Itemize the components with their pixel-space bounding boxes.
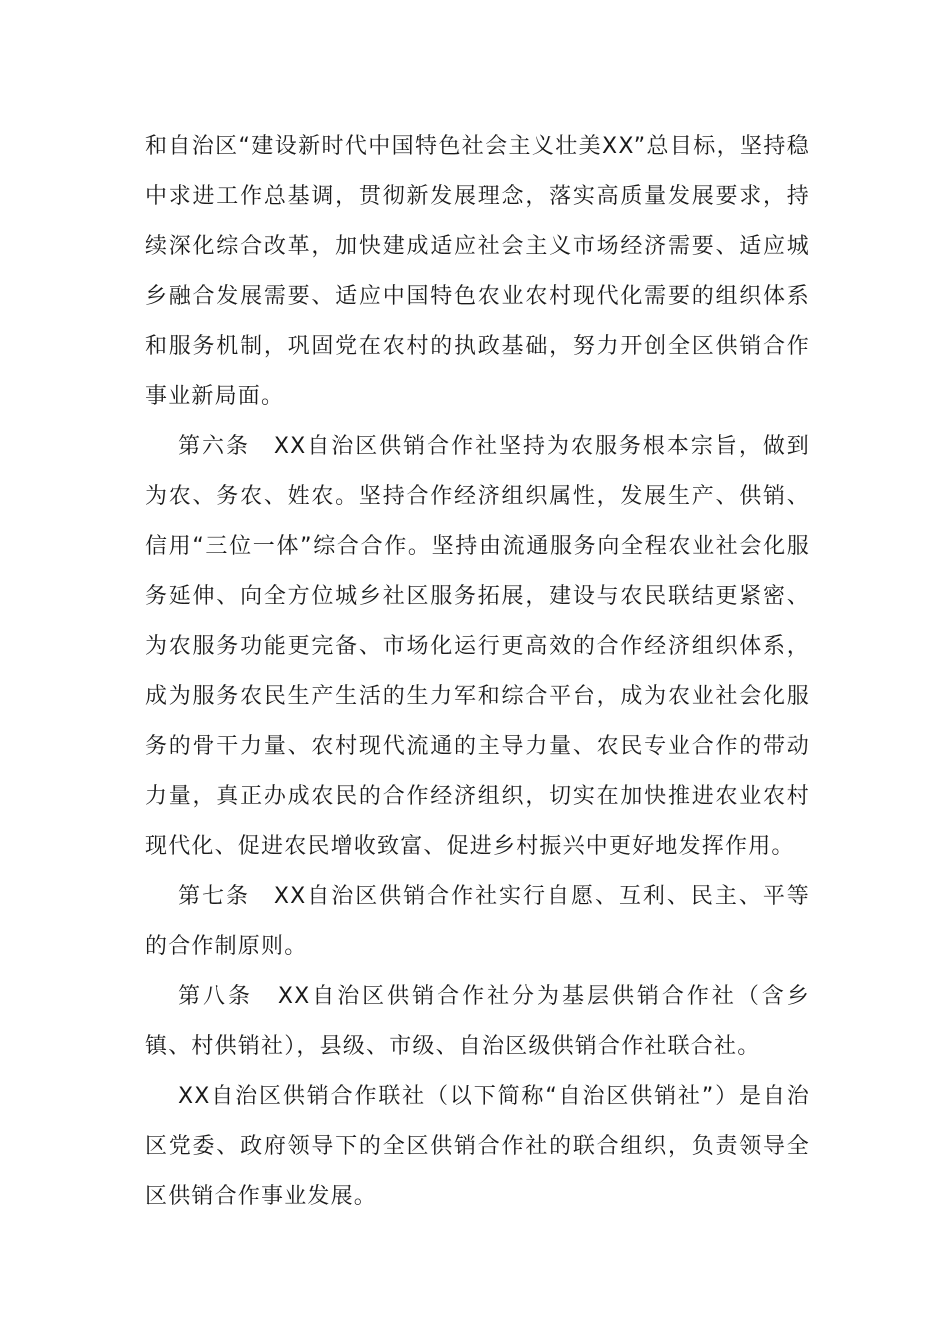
paragraph-article-8: 第八条 XX自治区供销合作社分为基层供销合作社（含乡镇、村供销社），县级、市级、自治区级供销合作社联合社。 [145,984,810,1059]
paragraph-article-8-note: XX自治区供销合作联社（以下简称“自治区供销社”）是自治区党委、政府领导下的全区供销合作社的联合组织，负责领导全区供销合作事业发展。 [145,1084,810,1209]
document-body [145,122,810,1222]
paragraph-article-6: 第六条 XX自治区供销合作社坚持为农服务根本宗旨，做到为农、务农、姓农。坚持合作经济组织属性，发展生产、供销、信用“三位一体”综合合作。坚持由流通服务向全程农业社会化服务延伸、向全方位城乡社区服务拓展，建设与农民联结更紧密、为农服务功能更完备、市场化运行更高效的合作经济组织体系，成为服务农民生产生活的生力军和综合平台，成为农业社会化服务的骨干力量、农村现代流通的主导力量、农民专业合作的带动力量，真正办成农民的合作经济组织，切实在加快推进农业农村现代化、促进农民增收致富、促进乡村振兴中更好地发挥作用。 [145,434,810,859]
paragraph-continuation: 和自治区“建设新时代中国特色社会主义壮美XX”总目标，坚持稳中求进工作总基调，贯彻新发展理念，落实高质量发展要求，持续深化综合改革，加快建成适应社会主义市场经济需要、适应城乡融合发展需要、适应中国特色农业农村现代化需要的组织体系和服务机制，巩固党在农村的执政基础，努力开创全区供销合作事业新局面。 [145,134,810,409]
paragraph-article-7: 第七条 XX自治区供销合作社实行自愿、互利、民主、平等的合作制原则。 [145,884,810,959]
